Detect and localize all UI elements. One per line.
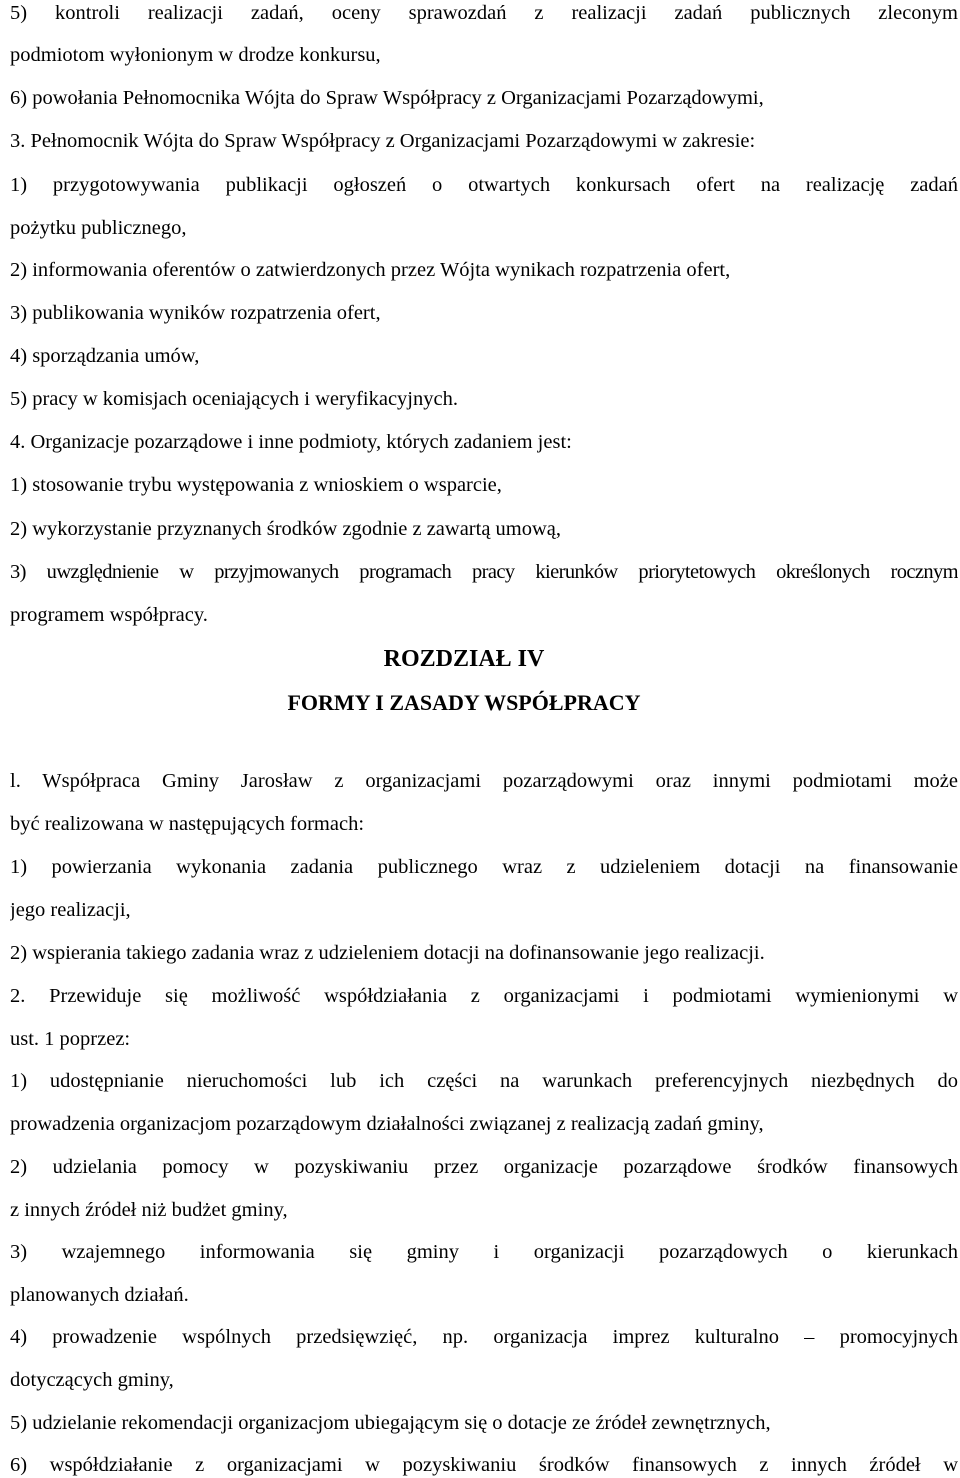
text-line: jego realizacji,: [10, 899, 131, 921]
text-line: 6) powołania Pełnomocnika Wójta do Spraw Współpracy z Organizacjami Pozarządowymi,: [10, 87, 764, 109]
text-line: z innych źródeł niż budżet gminy,: [10, 1199, 288, 1221]
text-line: prowadzenia organizacjom pozarządowym działalności związanej z realizacją zadań gminy,: [10, 1113, 764, 1135]
text-line: 3) uwzględnienie w przyjmowanych programach pracy kierunków priorytetowych określonych rocznym: [10, 561, 958, 583]
text-line: 2) wspierania takiego zadania wraz z udzieleniem dotacji na dofinansowanie jego realizacji.: [10, 942, 765, 964]
text-line: 1) udostępnianie nieruchomości lub ich części na warunkach preferencyjnych niezbędnych do: [10, 1070, 958, 1092]
text-line: 1) stosowanie trybu występowania z wnioskiem o wsparcie,: [10, 474, 502, 496]
text-line: pożytku publicznego,: [10, 217, 187, 239]
chapter-heading: ROZDZIAŁ IV: [383, 646, 545, 672]
text-line: planowanych działań.: [10, 1284, 189, 1306]
text-line: l. Współpraca Gminy Jarosław z organizacjami pozarządowymi oraz innymi podmiotami może: [10, 770, 958, 792]
text-line: dotyczących gminy,: [10, 1369, 174, 1391]
text-line: programem współpracy.: [10, 604, 208, 626]
text-line: 4) sporządzania umów,: [10, 345, 200, 367]
text-line: 5) kontroli realizacji zadań, oceny sprawozdań z realizacji zadań publicznych zleconym: [10, 2, 958, 24]
text-line: 3) publikowania wyników rozpatrzenia ofert,: [10, 302, 381, 324]
text-line: 2) wykorzystanie przyznanych środków zgodnie z zawartą umową,: [10, 518, 562, 540]
text-line: 3) wzajemnego informowania się gminy i organizacji pozarządowych o kierunkach: [10, 1241, 958, 1263]
text-line: 2) udzielania pomocy w pozyskiwaniu przez organizacje pozarządowe środków finansowych: [10, 1156, 958, 1178]
text-line: 2. Przewiduje się możliwość współdziałania z organizacjami i podmiotami wymienionymi w: [10, 985, 958, 1007]
text-line: być realizowana w następujących formach:: [10, 813, 365, 835]
text-line: 1) przygotowywania publikacji ogłoszeń o otwartych konkursach ofert na realizację zadań: [10, 174, 958, 196]
chapter-subheading: FORMY I ZASADY WSPÓŁPRACY: [287, 690, 641, 715]
text-line: 4. Organizacje pozarządowe i inne podmioty, których zadaniem jest:: [10, 431, 572, 453]
text-line: 5) udzielanie rekomendacji organizacjom ubiegającym się o dotacje ze źródeł zewnętrznych,: [10, 1412, 771, 1434]
text-line: 6) współdziałanie z organizacjami w pozyskiwaniu środków finansowych z innych źródeł w: [10, 1454, 958, 1476]
text-line: 4) prowadzenie wspólnych przedsięwzięć, np. organizacja imprez kulturalno – promocyjnych: [10, 1326, 958, 1348]
text-line: 2) informowania oferentów o zatwierdzonych przez Wójta wynikach rozpatrzenia ofert,: [10, 259, 731, 281]
text-line: ust. 1 poprzez:: [10, 1028, 131, 1050]
text-line: 1) powierzania wykonania zadania publicznego wraz z udzieleniem dotacji na finansowanie: [10, 856, 958, 878]
text-line: 3. Pełnomocnik Wójta do Spraw Współpracy z Organizacjami Pozarządowymi w zakresie:: [10, 130, 756, 152]
text-line: podmiotom wyłonionym w drodze konkursu,: [10, 44, 381, 66]
text-line: 5) pracy w komisjach oceniających i weryfikacyjnych.: [10, 388, 458, 410]
